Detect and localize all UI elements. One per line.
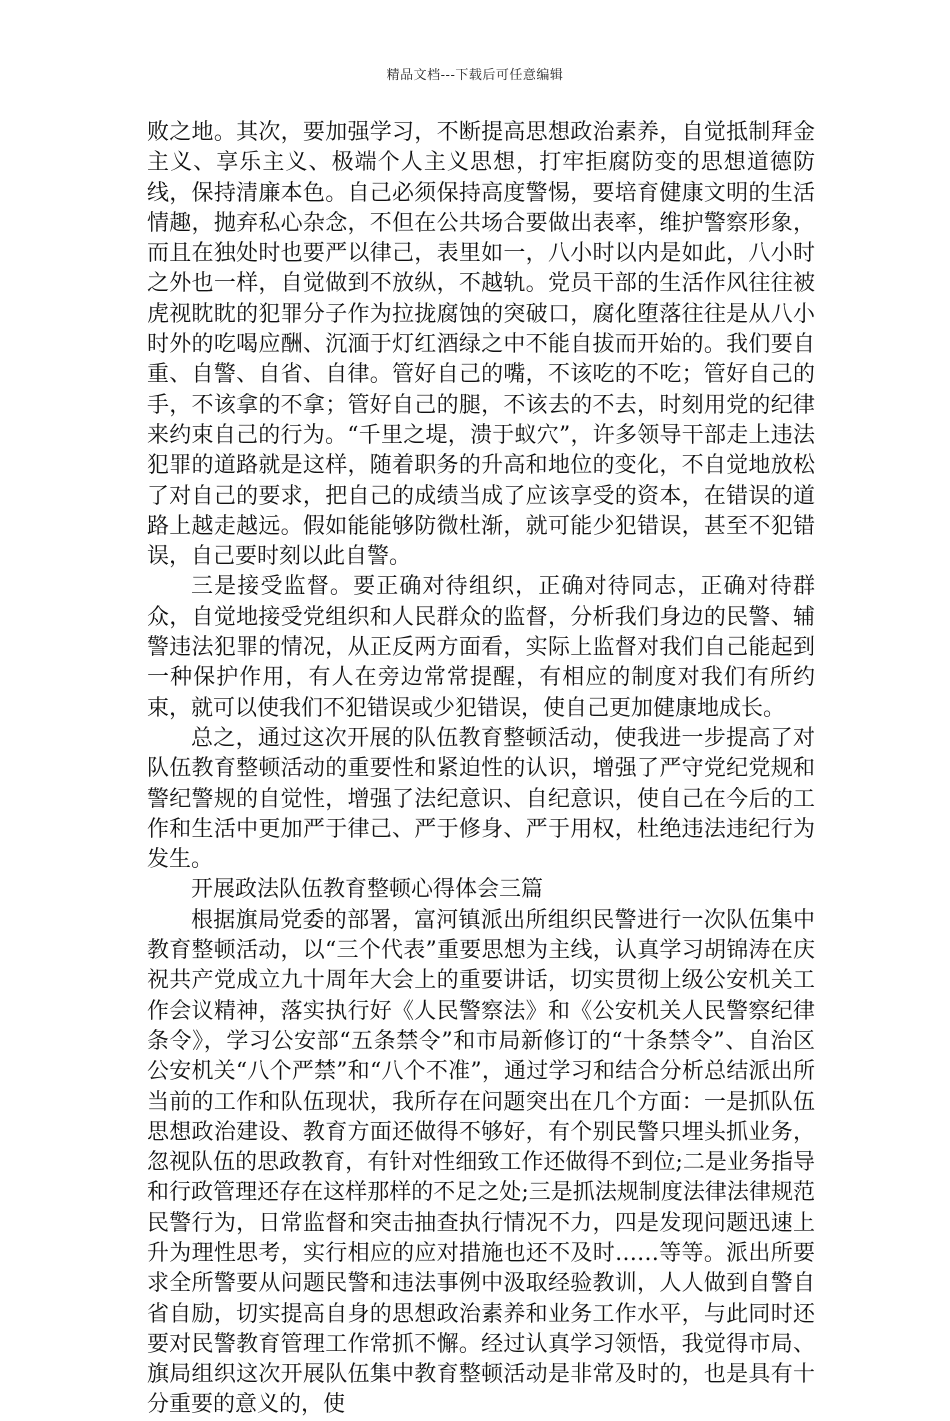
paragraph-1: 败之地。其次，要加强学习，不断提高思想政治素养，自觉抵制拜金主义、享乐主义、极端个人主义思想，打牢拒腐防变的思想道德防线，保持清廉本色。自己必须保持高度警惕，要培育健康文明的生活情趣，抛弃私心杂念，不但在公共场合要做出表率，维护警察形象，而且在独处时也要严以律己，表里如一，八小时以内是如此，八小时之外也一样，自觉做到不放纵，不越轨。党员干部的生活作风往往被虎视眈眈的犯罪分子作为拉拢腐蚀的突破口，腐化堕落往往是从八小时外的吃喝应酬、沉湎于灯红酒绿之中不能自拔而开始的。我们要自重、自警、自省、自律。管好自己的嘴，不该吃的不吃；管好自己的手，不该拿的不拿；管好自己的腿，不该去的不去，时刻用党的纪律来约束自己的行为。“千里之堤，溃于蚁穴”，许多领导干部走上违法犯罪的道路就是这样，随着职务的升高和地位的变化，不自觉地放松了对自己的要求，把自己的成绩当成了应该享受的资本，在错误的道路上越走越远。假如能能够防微杜渐，就可能少犯错误，甚至不犯错误，自己要时刻以此自警。 — [147, 120, 815, 570]
page-header: 精品文档---下载后可任意编辑 — [386, 68, 564, 83]
section-heading: 开展政法队伍教育整顿心得体会三篇 — [191, 877, 544, 903]
paragraph-4: 根据旗局党委的部署，富河镇派出所组织民警进行一次队伍集中教育整顿活动，以“三个代表”重要思想为主线，认真学习胡锦涛在庆祝共产党成立九十周年大会上的重要讲话，切实贯彻上级公安机关工作会议精神，落实执行好《人民警察法》和《公安机关人民警察纪律条令》，学习公安部“五条禁令”和市局新修订的“十条禁令”、自治区公安机关“八个严禁”和“八个不准”，通过学习和结合分析总结派出所当前的工作和队伍现状，我所存在问题突出在几个方面：一是抓队伍思想政治建设、教育方面还做得不够好，有个别民警只埋头抓业务，忽视队伍的思政教育，有针对性细致工作还做得不到位;二是业务指导和行政管理还存在这样那样的不足之处;三是抓法规制度法律法律规范民警行为，日常监督和突击抽查执行情况不力，四是发现问题迅速上升为理性思考，实行相应的应对措施也还不及时……等等。派出所要求全所警要从问题民警和违法事例中汲取经验教训，人人做到自警自省自励，切实提高自身的思想政治素养和业务工作水平，与此同时还要对民警教育管理工作常抓不懈。经过认真学习领悟，我觉得市局、旗局组织这次开展队伍集中教育整顿活动是非常及时的，也是具有十分重要的意义的，使 — [147, 907, 815, 1418]
paragraph-2: 三是接受监督。要正确对待组织，正确对待同志，正确对待群众，自觉地接受党组织和人民群众的监督，分析我们身边的民警、辅警违法犯罪的情况，从正反两方面看，实际上监督对我们自己能起到一种保护作用，有人在旁边常常提醒，有相应的制度对我们有所约束，就可以使我们不犯错误或少犯错误，使自己更加健康地成长。 — [147, 574, 815, 721]
paragraph-3: 总之，通过这次开展的队伍教育整顿活动，使我进一步提高了对队伍教育整顿活动的重要性和紧迫性的认识，增强了严守党纪党规和警纪警规的自觉性，增强了法纪意识、自纪意识，使自己在今后的工作和生活中更加严于律己、严于修身、严于用权，杜绝违法违纪行为发生。 — [147, 725, 815, 873]
document-body — [147, 118, 815, 1421]
